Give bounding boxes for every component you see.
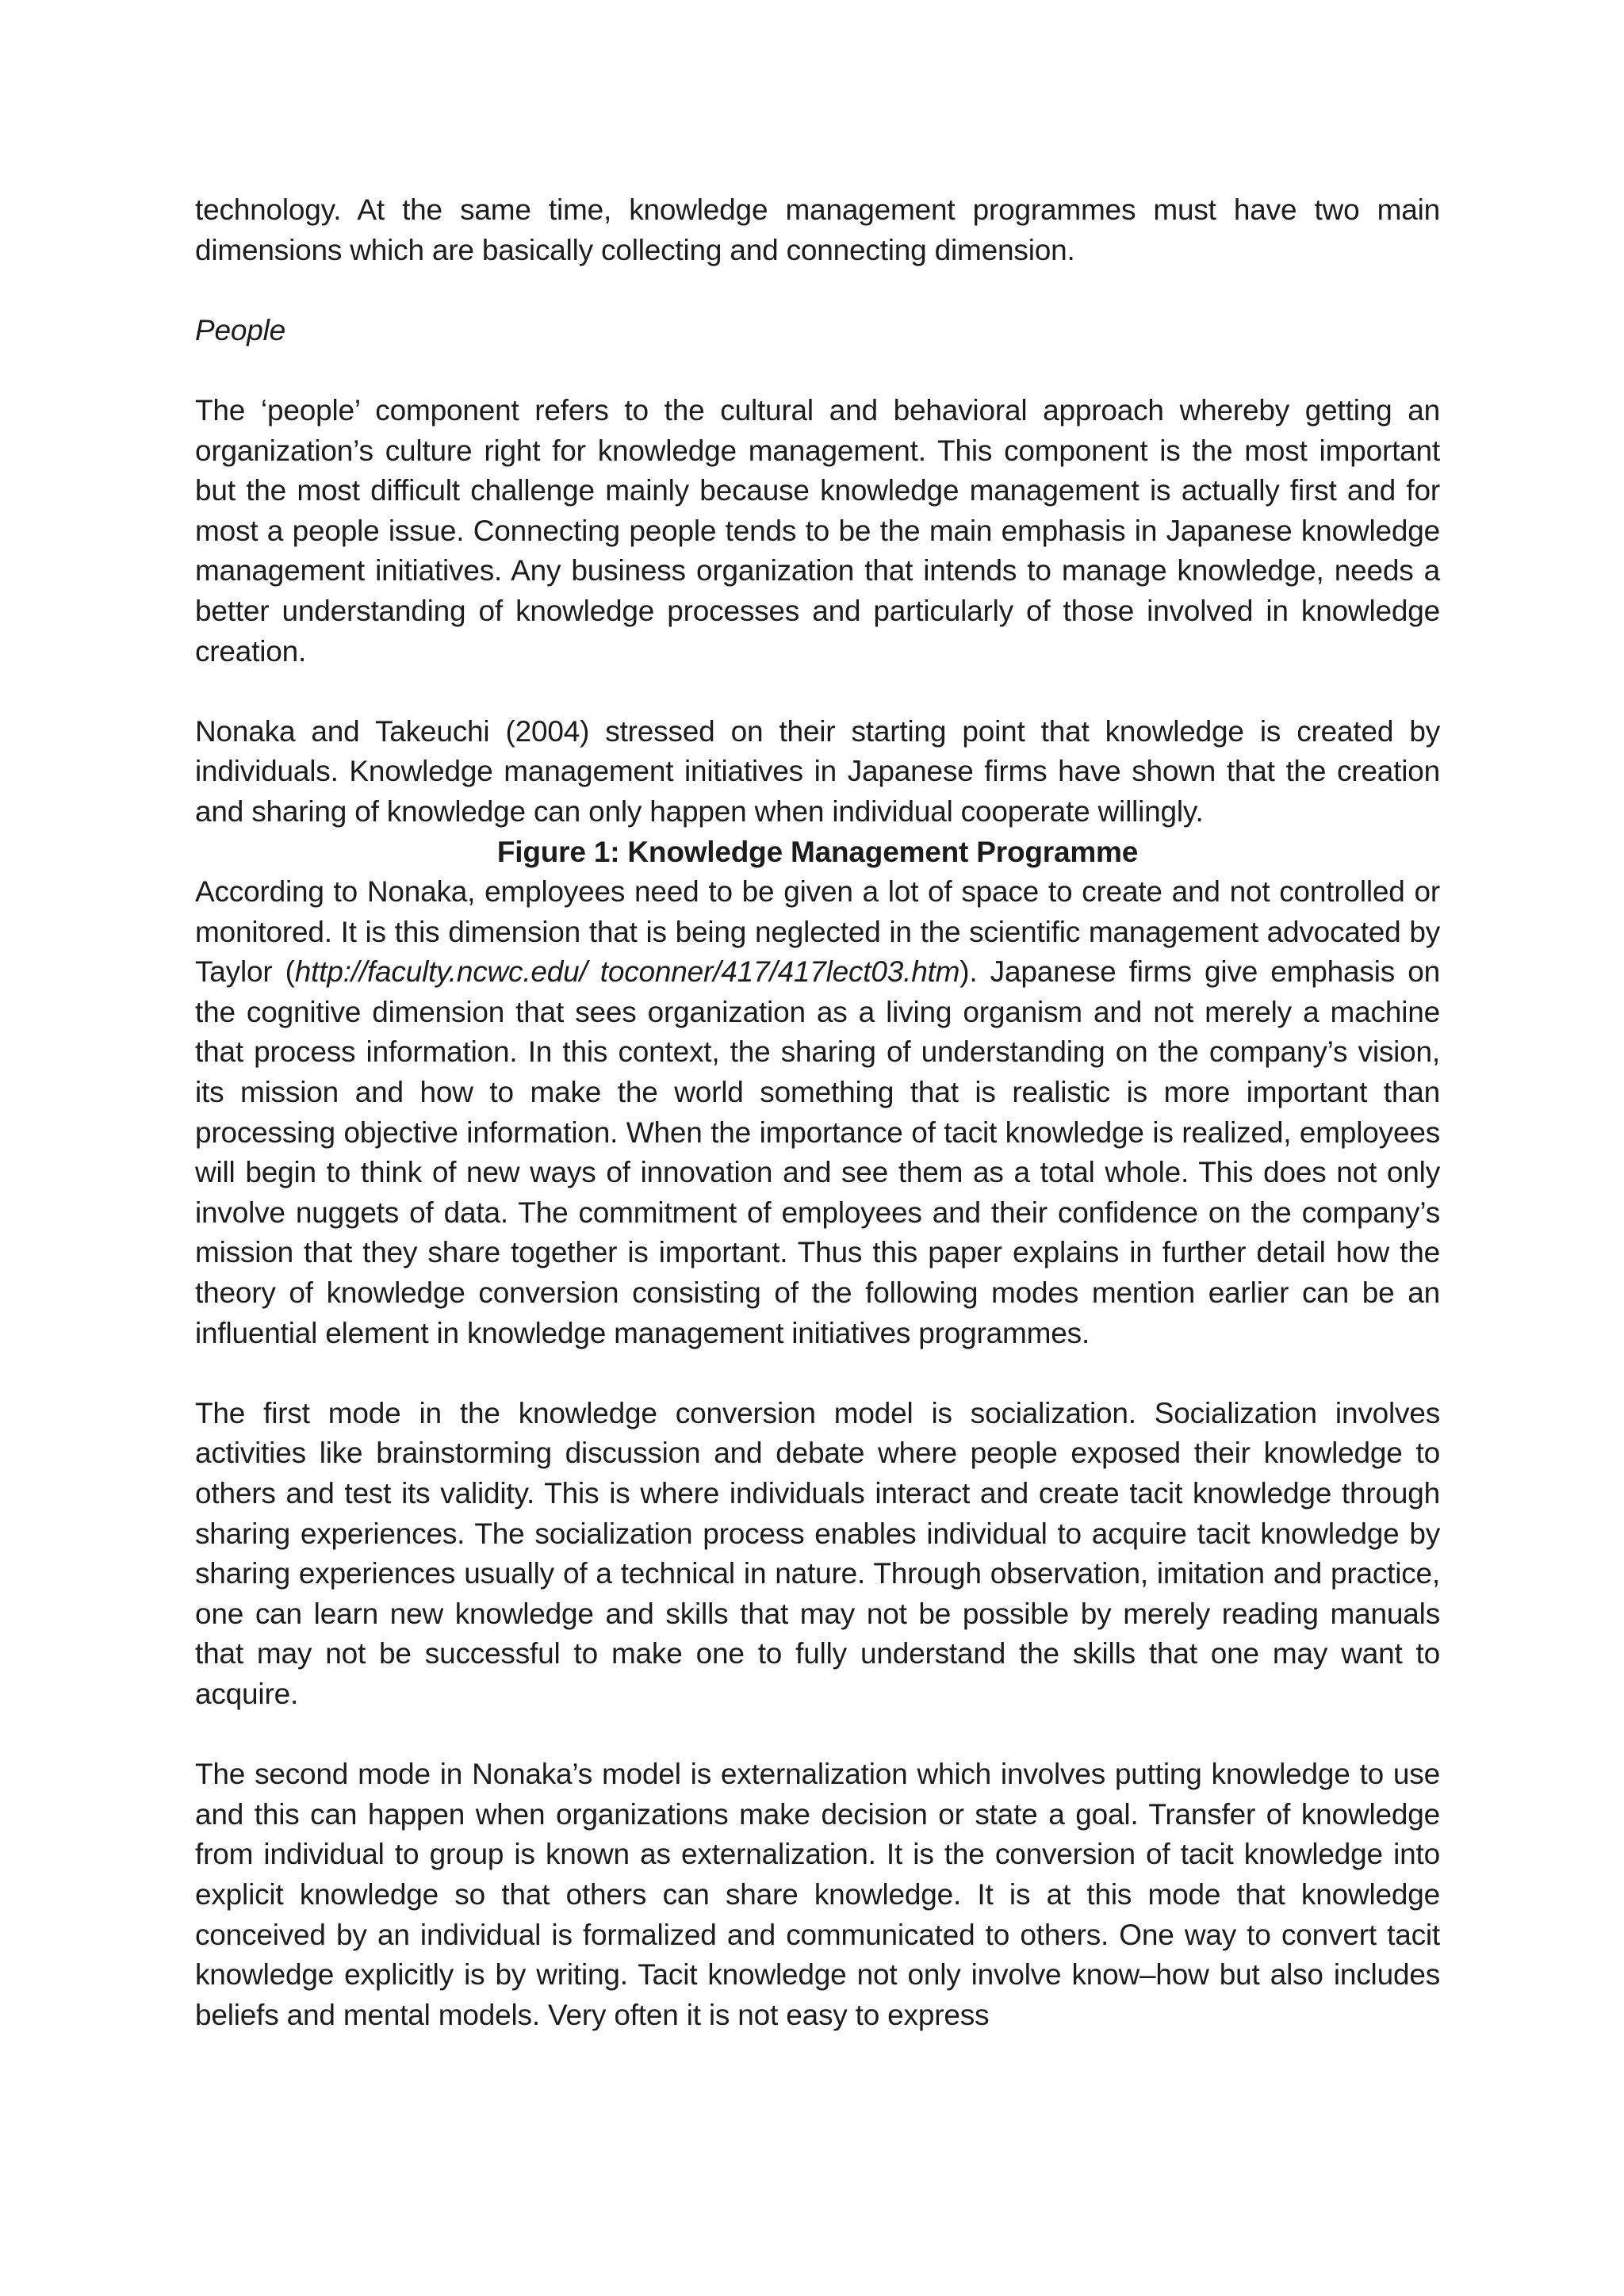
paragraph-nonaka-space bbox=[195, 872, 1440, 1353]
reference-url: http://faculty.ncwc.edu/ toconner/417/417lect03.htm bbox=[294, 955, 960, 989]
paragraph-nonaka-text-b: ). Japanese firms give emphasis on the cognitive dimension that sees organization as a living organism and not merely a machine that process information. In this context, the sharing of understanding on the company’s vision, its mission and how to make the world something that is realistic is more important than processing objective information. When the importance of tacit knowledge is realized, employees will begin to think of new ways of innovation and see them as a total whole. This does not only involve nuggets of data. The commitment of employees and their confidence on the company’s mission that they share together is important. Thus this paper explains in further detail how the theory of knowledge conversion consisting of the following modes mention earlier can be an influential element in knowledge management initiatives programmes. bbox=[195, 955, 1440, 1349]
paragraph-socialization: The first mode in the knowledge conversion model is socialization. Socialization involves activities like brainstorming discussion and debate where people exposed their knowledge to others and test its validity. This is where individuals interact and create tacit knowledge through sharing experiences. The socialization process enables individual to acquire tacit knowledge by sharing experiences usually of a technical in nature. Through observation, imitation and practice, one can learn new knowledge and skills that may not be possible by merely reading manuals that may not be successful to make one to fully understand the skills that one may want to acquire. bbox=[195, 1396, 1440, 1710]
paragraph-nonaka-text-a: According to Nonaka, employees need to be given a lot of space to create and not controlled or monitored. It is this dimension that is being neglected in the scientific management advocated by Taylor ( bbox=[195, 875, 1440, 989]
paragraph-nonaka-takeuchi: Nonaka and Takeuchi (2004) stressed on their starting point that knowledge is created by individuals. Knowledge management initiatives in Japanese firms have shown that the creation and sharing of knowledge can only happen when individual cooperate willingly. bbox=[195, 714, 1440, 828]
paragraph-people-component: The ‘people’ component refers to the cultural and behavioral approach whereby getting an organization’s culture right for knowledge management. This component is the most important but the most difficult challenge mainly because knowledge management is actually first and for most a people issue. Connecting people tends to be the main emphasis in Japanese knowledge management initiatives. Any business organization that intends to manage knowledge, needs a better understanding of knowledge processes and particularly of those involved in knowledge creation. bbox=[195, 393, 1440, 668]
figure-caption: Figure 1: Knowledge Management Programme bbox=[496, 835, 1139, 868]
section-heading-people: People bbox=[195, 313, 286, 346]
paragraph-externalization: The second mode in Nonaka’s model is externalization which involves putting knowledge to use and this can happen when organizations make decision or state a goal. Transfer of knowledge from individual to group is known as externalization. It is the conversion of tacit knowledge into explicit knowledge so that others can share knowledge. It is at this mode that knowledge conceived by an individual is formalized and communicated to others. One way to convert tacit knowledge explicitly is by writing. Tacit knowledge not only involve know–how but also includes beliefs and mental models. Very often it is not easy to express bbox=[195, 1758, 1440, 2031]
paragraph-intro: technology. At the same time, knowledge management programmes must have two main dimensions which are basically collecting and connecting dimension. bbox=[195, 193, 1440, 266]
document-page bbox=[195, 190, 1440, 2076]
